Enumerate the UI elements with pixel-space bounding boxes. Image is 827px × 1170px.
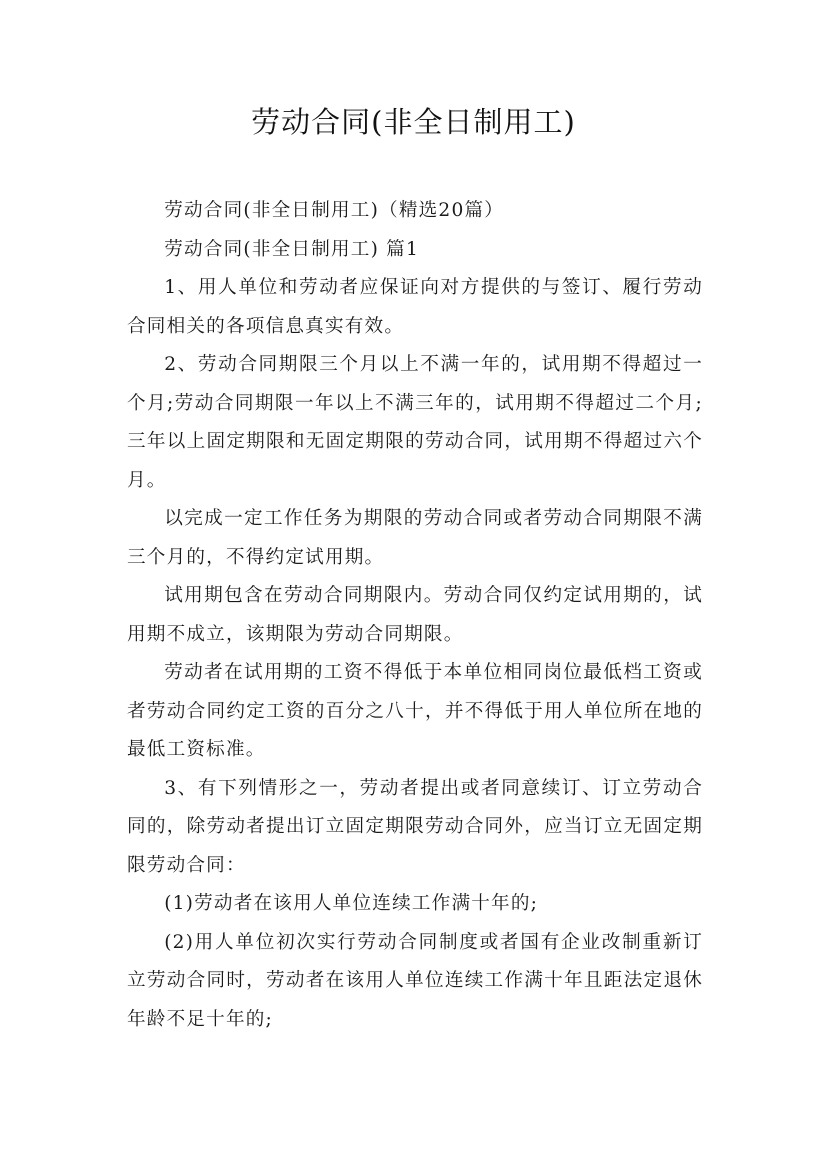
- subtitle-line: 劳动合同(非全日制用工)（精选20篇）: [164, 200, 505, 221]
- paragraph: 2、劳动合同期限三个月以上不满一年的，试用期不得超过一个月;劳动合同期限一年以上不满三年的，试用期不得超过二个月;三年以上固定期限和无固定期限的劳动合同，试用期不得超过六个月。: [127, 354, 703, 491]
- paragraph: 试用期包含在劳动合同期限内。劳动合同仅约定试用期的，试用期不成立，该期限为劳动合同期限。: [127, 585, 703, 645]
- paragraph: 1、用人单位和劳动者应保证向对方提供的与签订、履行劳动合同相关的各项信息真实有效。: [127, 277, 703, 337]
- document-title: 劳动合同(非全日制用工): [251, 105, 576, 139]
- list-item: (1)劳动者在该用人单位连续工作满十年的;: [164, 893, 539, 914]
- paragraph: 以完成一定工作任务为期限的劳动合同或者劳动合同期限不满三个月的，不得约定试用期。: [127, 508, 703, 568]
- list-item: (2)用人单位初次实行劳动合同制度或者国有企业改制重新订立劳动合同时，劳动者在该用人单位连续工作满十年且距法定退休年龄不足十年的;: [127, 931, 703, 1030]
- paragraph: 劳动者在试用期的工资不得低于本单位相同岗位最低档工资或者劳动合同约定工资的百分之八十，并不得低于用人单位所在地的最低工资标准。: [127, 662, 703, 760]
- paragraph: 3、有下列情形之一，劳动者提出或者同意续订、订立劳动合同的，除劳动者提出订立固定期限劳动合同外，应当订立无固定期限劳动合同：: [127, 777, 703, 876]
- document-body: [127, 192, 703, 1039]
- section-heading: 劳动合同(非全日制用工) 篇1: [164, 238, 419, 260]
